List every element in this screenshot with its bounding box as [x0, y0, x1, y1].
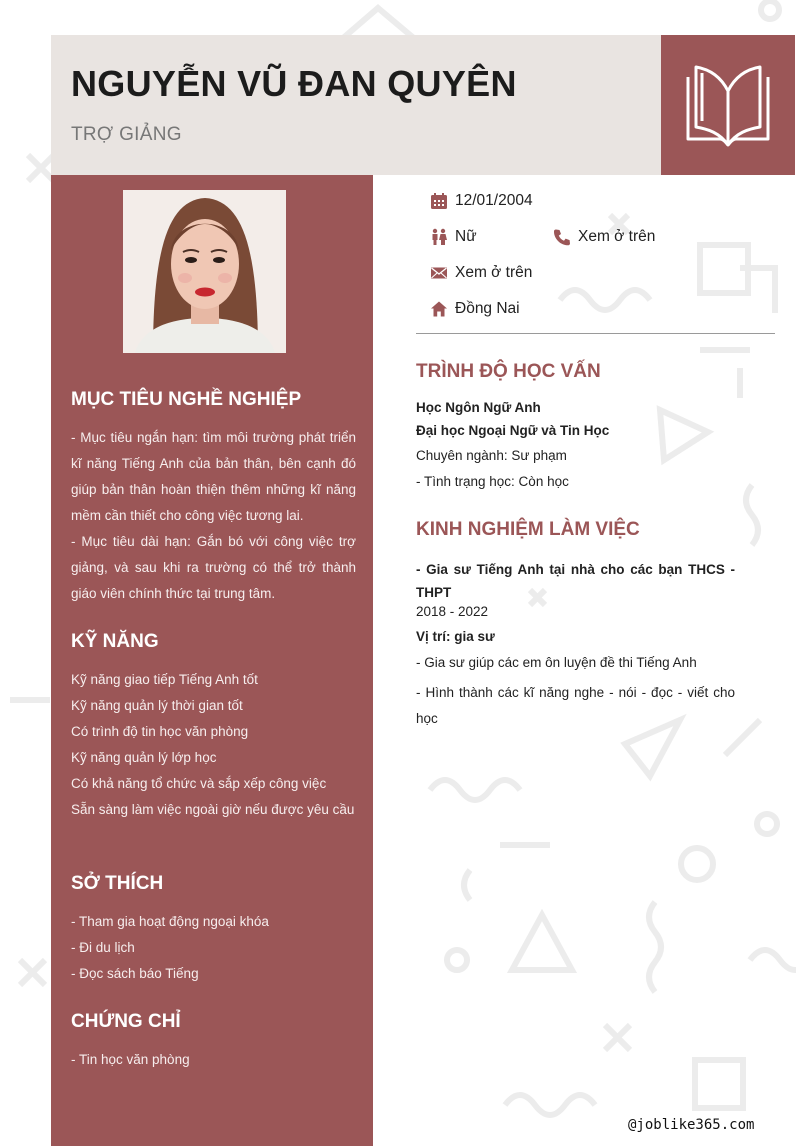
list-item: Có trình độ tin học văn phòng — [71, 724, 249, 739]
phone-value: Xem ở trên — [578, 228, 656, 245]
list-item: Có khả năng tổ chức và sắp xếp công việc — [71, 776, 327, 791]
header-logo-box — [661, 35, 795, 175]
objective-section — [71, 389, 356, 607]
mail-icon — [430, 264, 448, 282]
address-row — [430, 300, 520, 318]
birthday-row — [430, 192, 533, 210]
education-school: Đại học Ngoại Ngữ và Tin Học — [416, 423, 610, 438]
education-heading: TRÌNH ĐỘ HỌC VẤN — [416, 361, 601, 382]
objective-heading: MỤC TIÊU NGHỀ NGHIỆP — [71, 389, 302, 410]
hobbies-heading: SỞ THÍCH — [71, 873, 164, 894]
education-major: Chuyên ngành: Sư phạm — [416, 448, 567, 463]
email-row — [430, 264, 532, 282]
hobbies-section — [71, 873, 356, 987]
list-item: Kỹ năng quản lý lớp học — [71, 750, 217, 765]
certificates-heading: CHỨNG CHỈ — [71, 1011, 181, 1032]
experience-duty: - Hình thành các kĩ năng nghe - nói - đọc - viết cho học — [416, 685, 735, 726]
experience-heading: KINH NGHIỆM LÀM VIỆC — [416, 519, 640, 540]
contact-divider — [416, 333, 775, 334]
objective-long-term: - Mục tiêu dài hạn: Gắn bó với công việc trợ giảng, và sau khi ra trường có thể trở thành giáo viên chính thức tại trung tâm. — [71, 534, 356, 601]
sidebar — [51, 175, 373, 1146]
phone-row — [553, 228, 655, 246]
calendar-icon — [430, 192, 448, 210]
education-status: - Tình trạng học: Còn học — [416, 474, 569, 489]
list-item: Sẵn sàng làm việc ngoài giờ nếu được yêu cầu — [71, 802, 355, 817]
skills-heading: KỸ NĂNG — [71, 631, 159, 652]
experience-duty: - Gia sư giúp các em ôn luyện đề thi Tiếng Anh — [416, 655, 697, 670]
candidate-title: TRỢ GIẢNG — [71, 124, 182, 145]
gender-row — [430, 228, 477, 246]
profile-photo — [123, 190, 286, 353]
list-item: - Tin học văn phòng — [71, 1052, 190, 1067]
list-item: - Tham gia hoạt động ngoại khóa — [71, 914, 269, 929]
open-book-icon — [680, 57, 776, 153]
objective-short-term: - Mục tiêu ngắn hạn: tìm môi trường phát triển kĩ năng Tiếng Anh của bản thân, bên cạnh đó giúp bản thân hoàn thiện thêm những kĩ năng mềm cần thiết cho công việc tương lai. — [71, 430, 356, 523]
experience-position: Vị trí: gia sư — [416, 629, 495, 644]
email-value: Xem ở trên — [455, 264, 533, 281]
list-item: Kỹ năng quản lý thời gian tốt — [71, 698, 243, 713]
phone-icon — [553, 228, 571, 246]
resume-header — [51, 35, 661, 175]
list-item: - Đọc sách báo Tiếng — [71, 966, 199, 981]
education-degree: Học Ngôn Ngữ Anh — [416, 400, 541, 415]
experience-period: 2018 - 2022 — [416, 604, 489, 619]
gender-value: Nữ — [455, 228, 477, 245]
candidate-name: NGUYỄN VŨ ĐAN QUYÊN — [71, 63, 517, 104]
gender-icon — [430, 228, 448, 246]
list-item: Kỹ năng giao tiếp Tiếng Anh tốt — [71, 672, 258, 687]
birthday-value: 12/01/2004 — [455, 192, 533, 209]
list-item: - Đi du lịch — [71, 940, 135, 955]
footer-watermark: @joblike365.com — [628, 1117, 755, 1133]
experience-job-title: - Gia sư Tiếng Anh tại nhà cho các bạn THCS - THPT — [416, 562, 735, 600]
skills-section — [71, 631, 356, 823]
address-value: Đồng Nai — [455, 300, 520, 317]
certificates-section — [71, 1011, 356, 1073]
home-icon — [430, 300, 448, 318]
